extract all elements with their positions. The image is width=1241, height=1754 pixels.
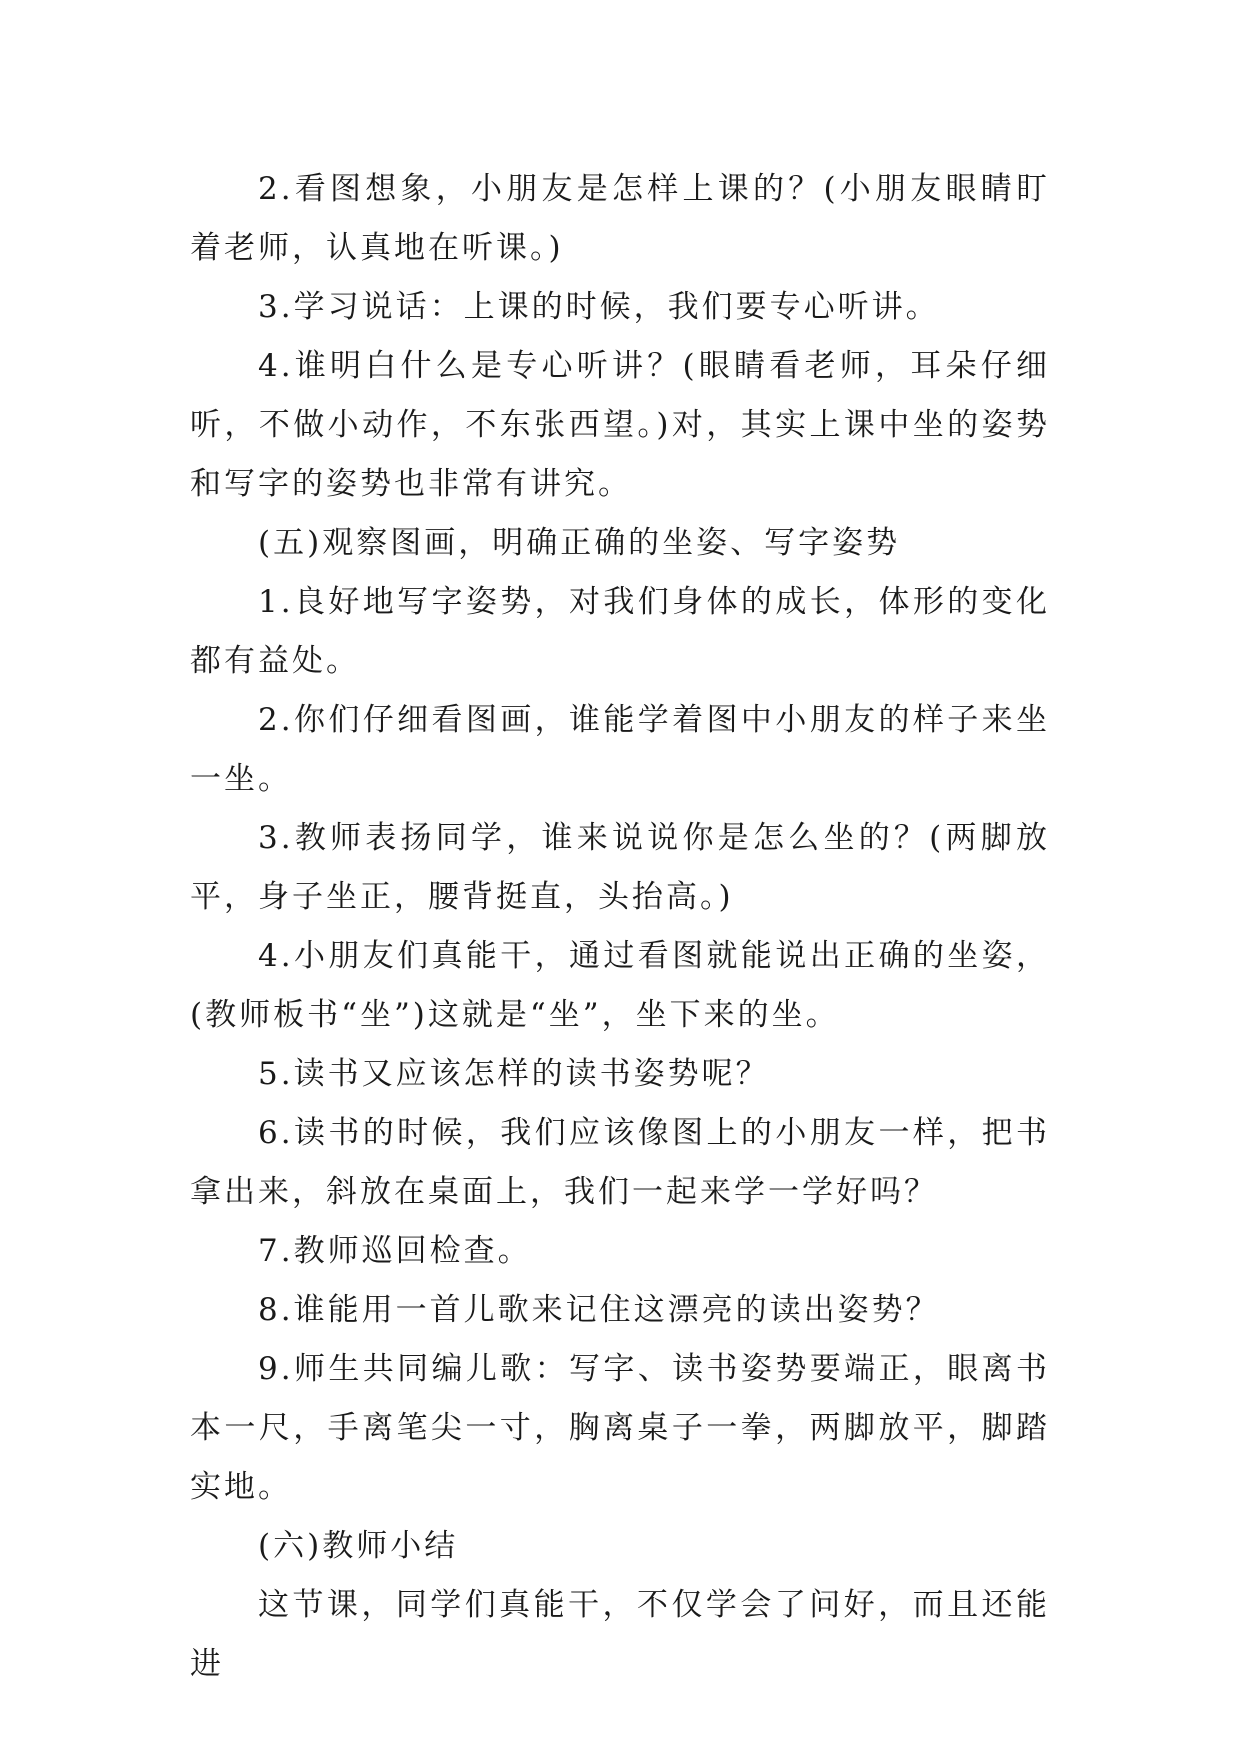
paragraph-step-3-learn-speaking: 3.学习说话：上课的时候，我们要专心听讲。 [258,289,940,325]
paragraph-posture-8: 8.谁能用一首儿歌来记住这漂亮的读出姿势？ [258,1292,940,1328]
paragraph-posture-1: 1.良好地写字姿势，对我们身体的成长，体形的变化都有益处。 [190,584,1050,679]
paragraph-posture-3: 3.教师表扬同学，谁来说说你是怎么坐的？(两脚放平，身子坐正，腰背挺直，头抬高。) [190,820,1050,915]
paragraph-posture-2: 2.你们仔细看图画，谁能学着图中小朋友的样子来坐一坐。 [190,702,1050,797]
section-heading-5: (五)观察图画，明确正确的坐姿、写字姿势 [258,525,901,561]
paragraph-posture-6: 6.读书的时候，我们应该像图上的小朋友一样，把书拿出来，斜放在桌面上，我们一起来学一学好吗？ [190,1115,1050,1210]
paragraph-posture-4: 4.小朋友们真能干，通过看图就能说出正确的坐姿，(教师板书“坐”)这就是“坐”，坐下来的坐。 [190,938,1050,1033]
paragraph-posture-5: 5.读书又应该怎样的读书姿势呢？ [258,1056,770,1092]
paragraph-step-4-listening: 4.谁明白什么是专心听讲？(眼睛看老师，耳朵仔细听，不做小动作，不东张西望。)对，其实上课中坐的姿势和写字的姿势也非常有讲究。 [190,348,1050,502]
paragraph-posture-9: 9.师生共同编儿歌：写字、读书姿势要端正，眼离书本一尺，手离笔尖一寸，胸离桌子一拳，两脚放平，脚踏实地。 [190,1351,1050,1505]
section-heading-6: (六)教师小结 [258,1528,459,1564]
paragraph-posture-7: 7.教师巡回检查。 [258,1233,532,1269]
document-body [190,160,1050,1694]
paragraph-summary: 这节课，同学们真能干，不仅学会了问好，而且还能进 [190,1587,1050,1682]
paragraph-step-2-observe-class: 2.看图想象，小朋友是怎样上课的？(小朋友眼睛盯着老师，认真地在听课。) [190,171,1050,266]
